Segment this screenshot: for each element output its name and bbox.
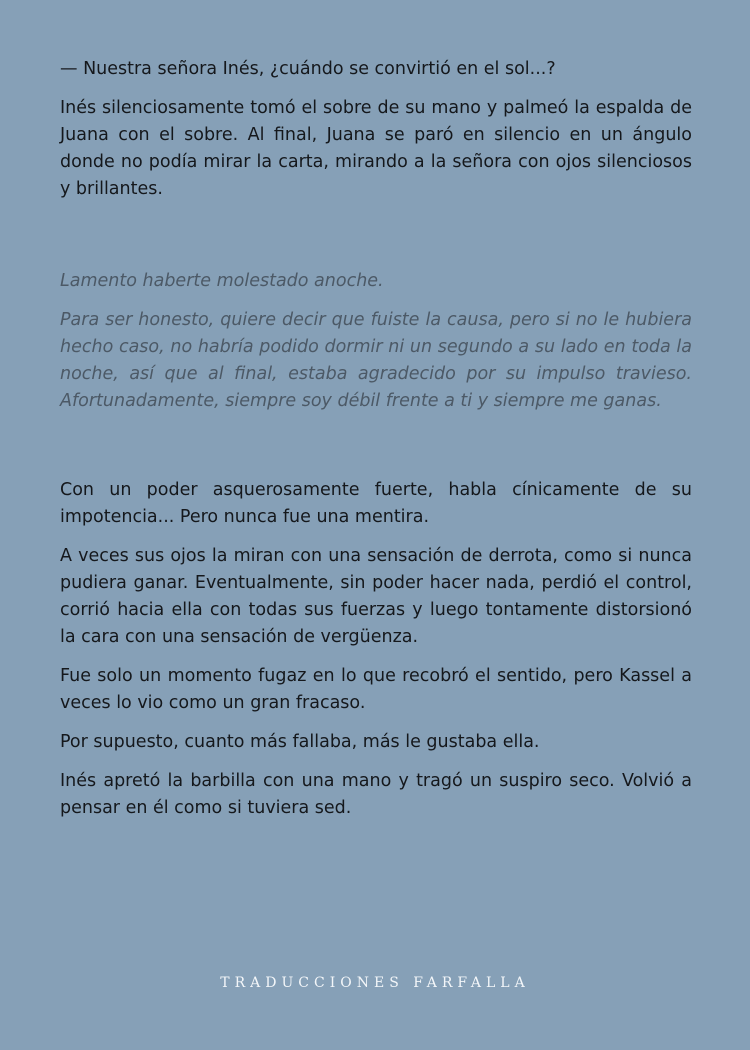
footer-credit: TRADUCCIONES FARFALLA bbox=[220, 975, 530, 991]
paragraph-narration: Con un poder asquerosamente fuerte, habla cínicamente de su impotencia... Pero nunca fue una mentira. bbox=[60, 480, 692, 527]
paragraph-narration: Inés silenciosamente tomó el sobre de su mano y palmeó la espalda de Juana con el sobre. Al final, Juana se paró en silencio en un ángulo donde no podía mirar la carta, mirando a la señora con ojos silenciosos y brillantes. bbox=[60, 98, 692, 199]
paragraph-dialogue: — Nuestra señora Inés, ¿cuándo se convirtió en el sol...? bbox=[60, 59, 556, 79]
paragraph-narration: Por supuesto, cuanto más fallaba, más le gustaba ella. bbox=[60, 732, 540, 752]
letter-line: Lamento haberte molestado anoche. bbox=[60, 271, 384, 291]
page-content bbox=[60, 56, 692, 834]
paragraph-narration: A veces sus ojos la miran con una sensación de derrota, como si nunca pudiera ganar. Eventualmente, sin poder hacer nada, perdió el control, corrió hacia ella con todas sus fuerzas y luego tontamente distorsionó la cara con una sensación de vergüenza. bbox=[60, 546, 692, 647]
paragraph-narration: Inés apretó la barbilla con una mano y tragó un suspiro seco. Volvió a pensar en él como si tuviera sed. bbox=[60, 771, 692, 818]
paragraph-narration: Fue solo un momento fugaz en lo que recobró el sentido, pero Kassel a veces lo vio como un gran fracaso. bbox=[60, 666, 692, 713]
letter-paragraph: Para ser honesto, quiere decir que fuiste la causa, pero si no le hubiera hecho caso, no habría podido dormir ni un segundo a su lado en toda la noche, así que al final, estaba agradecido por su impulso travieso. Afortunadamente, siempre soy débil frente a ti y siempre me ganas. bbox=[60, 310, 692, 411]
